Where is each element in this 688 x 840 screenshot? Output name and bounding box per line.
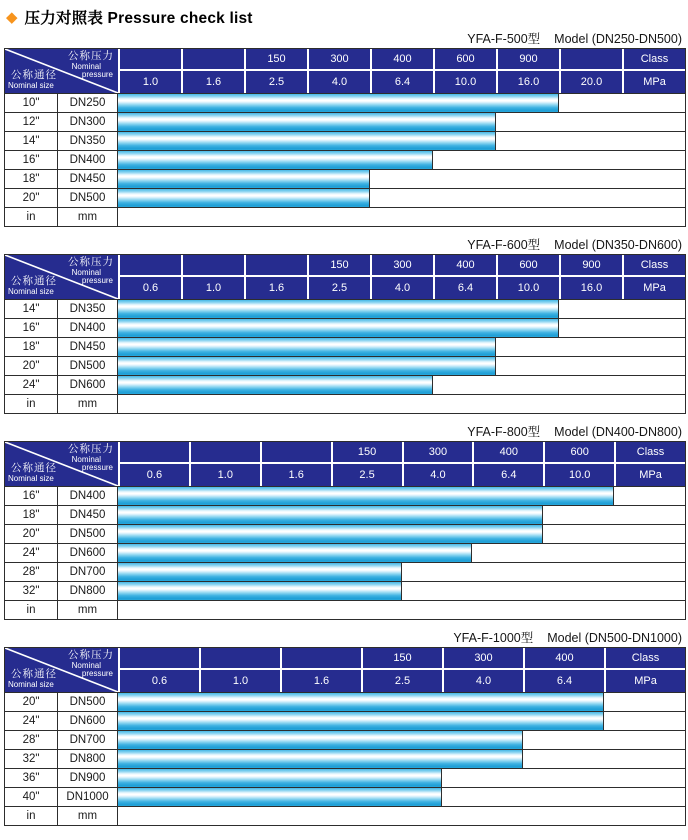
mpa-header-cell: 2.5 [361,670,442,692]
class-header-cell: 300 [442,648,523,670]
table-subtitle [4,632,682,645]
size-row [5,93,685,112]
pressure-table [4,48,686,227]
size-dn-cell: DN450 [58,505,118,524]
size-inch-cell: 20" [5,692,58,711]
class-header-cell: 150 [307,255,370,277]
size-row [5,112,685,131]
model-range-label: Model (DN500-DN1000) [547,631,682,645]
size-inch-cell: 32" [5,581,58,600]
nominal-pressure-label-cn: 公称压力 [68,50,114,62]
table-subtitle [4,426,682,439]
size-row [5,730,685,749]
size-row [5,486,685,505]
empty-range-cell [559,318,685,337]
pressure-range-bar [118,730,523,749]
model-type-label: YFA-F-500型 [467,32,541,46]
class-header-cell: 300 [402,442,473,464]
nominal-size-label-en: Nominal size [8,81,54,90]
mpa-header-cell: 10.0 [543,464,614,486]
empty-range-cell [496,112,685,131]
empty-range-cell [402,562,686,581]
size-dn-cell: DN500 [58,692,118,711]
pressure-range-bar [118,711,604,730]
size-inch-cell: 12" [5,112,58,131]
size-dn-cell: DN600 [58,375,118,394]
pressure-range-bar [118,768,442,787]
mpa-header-cell: 4.0 [370,277,433,299]
size-dn-cell: DN300 [58,112,118,131]
class-header-cell [118,49,181,71]
pressure-range-bar [118,337,496,356]
unit-mm-cell: mm [58,394,118,413]
empty-range-cell [496,337,685,356]
mpa-header-cell: 0.6 [118,670,199,692]
pressure-table [4,647,686,826]
size-inch-cell: 18" [5,169,58,188]
size-dn-cell: DN700 [58,562,118,581]
size-row [5,543,685,562]
model-type-label: YFA-F-800型 [467,425,541,439]
pressure-range-bar [118,375,433,394]
class-header-cell: 150 [244,49,307,71]
empty-range-cell [370,169,685,188]
pressure-table-block [4,426,684,620]
size-row [5,692,685,711]
mpa-header-cell: 6.4 [370,71,433,93]
mpa-header-cell: 0.6 [118,277,181,299]
size-dn-cell: DN600 [58,543,118,562]
model-range-label: Model (DN350-DN600) [554,238,682,252]
nominal-pressure-label-en2: pressure [81,669,113,678]
size-dn-cell: DN900 [58,768,118,787]
mpa-header-cell: 6.4 [472,464,543,486]
nominal-pressure-label-en2: pressure [81,463,113,472]
class-header-cell: 600 [496,255,559,277]
mpa-header-cell: MPa [622,277,685,299]
size-dn-cell: DN500 [58,356,118,375]
mpa-header-cell: 1.6 [280,670,361,692]
class-header-cell: 400 [523,648,604,670]
unit-spacer-cell [118,394,685,413]
pressure-range-bar [118,169,370,188]
pressure-range-bar [118,131,496,150]
class-header-cell: 900 [559,255,622,277]
size-inch-cell: 18" [5,505,58,524]
nominal-size-label-cn: 公称通径 [11,461,57,474]
mpa-header-cell: 1.6 [181,71,244,93]
table-subtitle [4,33,682,46]
size-inch-cell: 14" [5,299,58,318]
size-inch-cell: 16" [5,150,58,169]
tables-host [0,33,688,826]
unit-inch-cell: in [5,207,58,226]
class-header-cell [260,442,331,464]
nominal-pressure-label-en2: pressure [81,70,113,79]
size-dn-cell: DN600 [58,711,118,730]
size-dn-cell: DN800 [58,749,118,768]
class-header-cell: Class [622,49,685,71]
empty-range-cell [523,749,685,768]
pressure-range-bar [118,486,614,505]
pressure-range-bar [118,524,543,543]
pressure-range-bar [118,93,559,112]
empty-range-cell [402,581,686,600]
nominal-size-label-cn: 公称通径 [11,68,57,81]
size-inch-cell: 16" [5,486,58,505]
unit-inch-cell: in [5,600,58,619]
pressure-range-bar [118,188,370,207]
mpa-header-cell: 16.0 [559,277,622,299]
mpa-header-cell: 1.0 [118,71,181,93]
size-row [5,337,685,356]
empty-range-cell [614,486,685,505]
nominal-pressure-label-cn: 公称压力 [68,256,114,268]
nominal-pressure-label-cn: 公称压力 [68,649,114,661]
unit-spacer-cell [118,806,685,825]
size-row [5,356,685,375]
empty-range-cell [559,93,685,112]
model-range-label: Model (DN250-DN500) [554,32,682,46]
diagonal-header-cell [5,255,118,299]
mpa-header-cell: MPa [622,71,685,93]
class-header-cell [118,648,199,670]
class-header-cell [199,648,280,670]
mpa-header-cell: 1.6 [244,277,307,299]
size-inch-cell: 40" [5,787,58,806]
size-dn-cell: DN450 [58,169,118,188]
size-inch-cell: 16" [5,318,58,337]
class-header-cell: Class [614,442,685,464]
diagonal-header-cell [5,648,118,692]
size-row [5,299,685,318]
table-subtitle [4,239,682,252]
mpa-header-cell: 16.0 [496,71,559,93]
nominal-pressure-label-en1: Nominal [71,268,101,277]
size-inch-cell: 20" [5,188,58,207]
size-inch-cell: 24" [5,711,58,730]
empty-range-cell [523,730,685,749]
mpa-header-cell: 20.0 [559,71,622,93]
size-row [5,768,685,787]
empty-range-cell [604,711,685,730]
mpa-header-cell: 1.6 [260,464,331,486]
page-title [6,6,688,28]
unit-mm-cell: mm [58,806,118,825]
pressure-table-block [4,239,684,414]
size-dn-cell: DN500 [58,188,118,207]
nominal-size-label-cn: 公称通径 [11,667,57,680]
size-dn-cell: DN1000 [58,787,118,806]
size-inch-cell: 10" [5,93,58,112]
pressure-range-bar [118,356,496,375]
mpa-header-cell: 6.4 [523,670,604,692]
nominal-pressure-label-cn: 公称压力 [68,443,114,455]
class-header-cell [559,49,622,71]
class-header-cell [181,255,244,277]
mpa-header-cell: 4.0 [307,71,370,93]
mpa-header-cell: 6.4 [433,277,496,299]
unit-row [5,207,685,226]
size-row [5,787,685,806]
class-header-cell [280,648,361,670]
unit-spacer-cell [118,600,685,619]
size-inch-cell: 24" [5,543,58,562]
size-inch-cell: 24" [5,375,58,394]
size-row [5,749,685,768]
pressure-range-bar [118,318,559,337]
size-inch-cell: 32" [5,749,58,768]
class-header-cell: Class [622,255,685,277]
mpa-header-cell: 0.6 [118,464,189,486]
mpa-header-cell: 2.5 [244,71,307,93]
empty-range-cell [370,188,685,207]
empty-range-cell [604,692,685,711]
mpa-header-cell: 10.0 [433,71,496,93]
size-row [5,524,685,543]
class-header-cell [181,49,244,71]
model-type-label: YFA-F-1000型 [453,631,534,645]
size-dn-cell: DN400 [58,318,118,337]
unit-row [5,600,685,619]
class-header-cell: 900 [496,49,559,71]
nominal-pressure-label-en1: Nominal [71,455,101,464]
empty-range-cell [543,505,685,524]
size-inch-cell: 36" [5,768,58,787]
class-header-cell [118,255,181,277]
model-type-label: YFA-F-600型 [467,238,541,252]
diamond-icon: ◆ [6,8,18,26]
nominal-size-label-en: Nominal size [8,680,54,689]
empty-range-cell [442,787,685,806]
pressure-table [4,254,686,414]
empty-range-cell [496,356,685,375]
unit-inch-cell: in [5,806,58,825]
pressure-range-bar [118,505,543,524]
nominal-pressure-label-en1: Nominal [71,661,101,670]
nominal-size-label-en: Nominal size [8,474,54,483]
size-inch-cell: 18" [5,337,58,356]
nominal-pressure-label-en2: pressure [81,276,113,285]
empty-range-cell [433,150,685,169]
class-header-cell: 300 [307,49,370,71]
pressure-range-bar [118,112,496,131]
class-header-cell: 150 [361,648,442,670]
mpa-header-cell: 1.0 [181,277,244,299]
size-row [5,505,685,524]
class-header-cell [189,442,260,464]
class-header-cell: 400 [472,442,543,464]
pressure-table [4,441,686,620]
empty-range-cell [442,768,685,787]
size-row [5,318,685,337]
class-header-cell: Class [604,648,685,670]
mpa-header-cell: 1.0 [199,670,280,692]
class-header-cell [118,442,189,464]
pressure-table-block [4,632,684,826]
unit-row [5,394,685,413]
pressure-range-bar [118,749,523,768]
empty-range-cell [472,543,685,562]
model-range-label: Model (DN400-DN800) [554,425,682,439]
size-dn-cell: DN400 [58,486,118,505]
size-dn-cell: DN500 [58,524,118,543]
unit-mm-cell: mm [58,600,118,619]
size-row [5,581,685,600]
class-header-cell: 400 [433,255,496,277]
size-dn-cell: DN250 [58,93,118,112]
mpa-header-cell: 10.0 [496,277,559,299]
mpa-header-cell: 4.0 [442,670,523,692]
size-row [5,169,685,188]
size-row [5,562,685,581]
size-inch-cell: 28" [5,730,58,749]
unit-row [5,806,685,825]
size-dn-cell: DN450 [58,337,118,356]
pressure-range-bar [118,543,472,562]
pressure-range-bar [118,787,442,806]
empty-range-cell [543,524,685,543]
size-inch-cell: 28" [5,562,58,581]
empty-range-cell [496,131,685,150]
mpa-header-cell: 2.5 [331,464,402,486]
mpa-header-cell: 2.5 [307,277,370,299]
class-header-cell: 400 [370,49,433,71]
pressure-range-bar [118,299,559,318]
class-header-cell: 300 [370,255,433,277]
pressure-range-bar [118,692,604,711]
mpa-header-cell: 1.0 [189,464,260,486]
size-inch-cell: 20" [5,524,58,543]
size-inch-cell: 14" [5,131,58,150]
pressure-range-bar [118,562,402,581]
mpa-header-cell: 4.0 [402,464,473,486]
pressure-range-bar [118,150,433,169]
nominal-size-label-en: Nominal size [8,287,54,296]
diagonal-header-cell [5,442,118,486]
page-title-text: 压力对照表 Pressure check list [24,10,253,27]
class-header-cell: 600 [543,442,614,464]
class-header-cell [244,255,307,277]
empty-range-cell [433,375,685,394]
unit-mm-cell: mm [58,207,118,226]
diagonal-header-cell [5,49,118,93]
size-dn-cell: DN350 [58,131,118,150]
size-row [5,131,685,150]
empty-range-cell [559,299,685,318]
mpa-header-cell: MPa [604,670,685,692]
size-row [5,375,685,394]
pressure-table-block [4,33,684,227]
size-row [5,188,685,207]
pressure-range-bar [118,581,402,600]
size-dn-cell: DN800 [58,581,118,600]
nominal-size-label-cn: 公称通径 [11,274,57,287]
class-header-cell: 150 [331,442,402,464]
unit-inch-cell: in [5,394,58,413]
nominal-pressure-label-en1: Nominal [71,62,101,71]
size-row [5,150,685,169]
size-row [5,711,685,730]
mpa-header-cell: MPa [614,464,685,486]
size-dn-cell: DN400 [58,150,118,169]
class-header-cell: 600 [433,49,496,71]
size-dn-cell: DN350 [58,299,118,318]
size-dn-cell: DN700 [58,730,118,749]
size-inch-cell: 20" [5,356,58,375]
unit-spacer-cell [118,207,685,226]
